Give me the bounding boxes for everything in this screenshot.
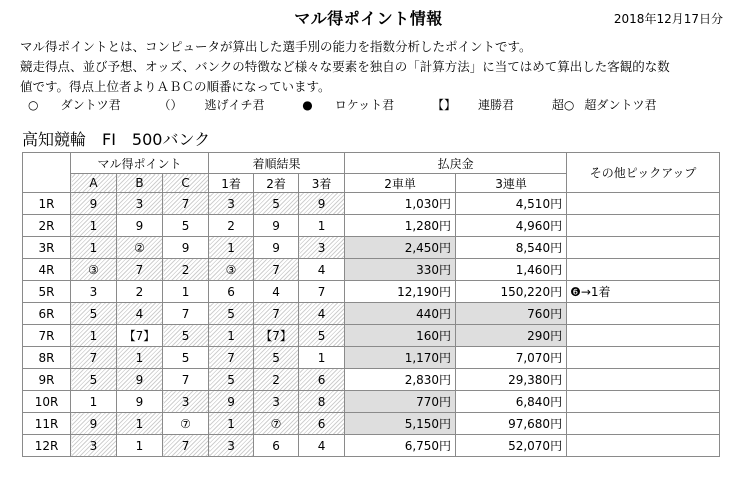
exacta-payout-cell: 5,150円	[345, 413, 456, 435]
result-second-cell: 2	[254, 369, 299, 391]
description-line: 値です。得点上位者よりＡＢＣの順番になっています。	[20, 79, 331, 94]
col-first-header: 1着	[209, 174, 254, 193]
point-c-cell: ⑦	[163, 413, 209, 435]
legend-label: ロケット君	[334, 98, 395, 112]
point-c-cell: 2	[163, 259, 209, 281]
legend-symbol: ○	[28, 98, 39, 112]
legend-item	[552, 96, 657, 113]
trifecta-payout-cell: 52,070円	[456, 435, 567, 457]
point-c-cell: 7	[163, 303, 209, 325]
point-a-cell: 1	[71, 391, 117, 413]
other-pickup-header: その他ピックアップ	[567, 153, 720, 193]
pickup-cell	[567, 259, 720, 281]
trifecta-payout-cell: 4,960円	[456, 215, 567, 237]
point-a-cell: 9	[71, 413, 117, 435]
table-row	[23, 435, 720, 457]
col-c-header: C	[163, 174, 209, 193]
legend-item	[158, 96, 264, 113]
col-second-header: 2着	[254, 174, 299, 193]
pickup-cell	[567, 215, 720, 237]
point-a-cell: 7	[71, 347, 117, 369]
point-b-cell: 【7】	[117, 325, 163, 347]
exacta-payout-cell: 12,190円	[345, 281, 456, 303]
legend-symbol: ●	[302, 98, 313, 112]
result-third-cell: 6	[299, 413, 345, 435]
race-cell: 5R	[23, 281, 71, 303]
exacta-payout-cell: 1,280円	[345, 215, 456, 237]
venue-heading: 高知競輪 FI 500バンク	[22, 130, 211, 149]
table-row	[23, 325, 720, 347]
race-cell: 9R	[23, 369, 71, 391]
legend-item	[302, 96, 394, 113]
result-first-cell: 5	[209, 369, 254, 391]
point-b-cell: 9	[117, 369, 163, 391]
race-cell: 12R	[23, 435, 71, 457]
table-row	[23, 281, 720, 303]
table-row	[23, 347, 720, 369]
page-title: マル得ポイント情報	[294, 9, 443, 28]
point-c-cell: 5	[163, 325, 209, 347]
trifecta-payout-cell: 97,680円	[456, 413, 567, 435]
results-table	[22, 152, 720, 457]
symbol-legend	[28, 96, 656, 113]
race-cell: 1R	[23, 193, 71, 215]
exacta-payout-cell: 440円	[345, 303, 456, 325]
result-third-cell: 4	[299, 259, 345, 281]
legend-symbol: 超○	[551, 98, 575, 112]
point-b-cell: 9	[117, 391, 163, 413]
point-a-cell: 1	[71, 215, 117, 237]
table-row	[23, 237, 720, 259]
point-a-cell: 1	[71, 237, 117, 259]
point-a-cell: 5	[71, 303, 117, 325]
result-third-cell: 5	[299, 325, 345, 347]
result-second-cell: 9	[254, 215, 299, 237]
point-c-cell: 1	[163, 281, 209, 303]
result-third-cell: 4	[299, 303, 345, 325]
pickup-cell	[567, 435, 720, 457]
col-a-header: A	[71, 174, 117, 193]
trifecta-payout-cell: 4,510円	[456, 193, 567, 215]
point-a-cell: ③	[71, 259, 117, 281]
legend-label: 連勝君	[478, 98, 515, 112]
table-row	[23, 215, 720, 237]
result-first-cell: ③	[209, 259, 254, 281]
pickup-cell	[567, 369, 720, 391]
point-b-cell: 2	[117, 281, 163, 303]
legend-label: 超ダントツ君	[584, 98, 657, 112]
result-second-cell: 7	[254, 303, 299, 325]
pickup-cell	[567, 325, 720, 347]
point-c-cell: 7	[163, 193, 209, 215]
trifecta-payout-cell: 150,220円	[456, 281, 567, 303]
point-b-cell: 9	[117, 215, 163, 237]
table-row	[23, 413, 720, 435]
result-third-cell: 1	[299, 347, 345, 369]
race-cell: 3R	[23, 237, 71, 259]
pickup-cell	[567, 303, 720, 325]
exacta-payout-cell: 1,030円	[345, 193, 456, 215]
point-a-cell: 1	[71, 325, 117, 347]
point-c-cell: 5	[163, 347, 209, 369]
point-b-cell: 3	[117, 193, 163, 215]
points-header: マル得ポイント	[71, 153, 209, 174]
result-second-cell: 9	[254, 237, 299, 259]
point-a-cell: 9	[71, 193, 117, 215]
result-second-cell: 【7】	[254, 325, 299, 347]
result-second-cell: 7	[254, 259, 299, 281]
point-c-cell: 9	[163, 237, 209, 259]
trifecta-payout-cell: 1,460円	[456, 259, 567, 281]
result-first-cell: 6	[209, 281, 254, 303]
point-b-cell: 4	[117, 303, 163, 325]
race-cell: 11R	[23, 413, 71, 435]
race-cell: 6R	[23, 303, 71, 325]
exacta-payout-cell: 1,170円	[345, 347, 456, 369]
point-b-cell: 1	[117, 347, 163, 369]
point-a-cell: 3	[71, 435, 117, 457]
trifecta-payout-cell: 29,380円	[456, 369, 567, 391]
legend-label: ダントツ君	[60, 98, 121, 112]
trifecta-payout-cell: 6,840円	[456, 391, 567, 413]
race-cell: 8R	[23, 347, 71, 369]
result-second-cell: 5	[254, 193, 299, 215]
result-first-cell: 3	[209, 435, 254, 457]
pickup-cell	[567, 347, 720, 369]
legend-label: 逃げイチ君	[204, 98, 265, 112]
point-c-cell: 3	[163, 391, 209, 413]
results-header: 着順結果	[209, 153, 345, 174]
table-row	[23, 303, 720, 325]
table-row	[23, 391, 720, 413]
pickup-cell	[567, 237, 720, 259]
exacta-payout-cell: 6,750円	[345, 435, 456, 457]
trifecta-payout-cell: 290円	[456, 325, 567, 347]
exacta-payout-cell: 770円	[345, 391, 456, 413]
result-third-cell: 9	[299, 193, 345, 215]
result-first-cell: 7	[209, 347, 254, 369]
result-first-cell: 9	[209, 391, 254, 413]
result-first-cell: 1	[209, 325, 254, 347]
point-c-cell: 7	[163, 435, 209, 457]
result-first-cell: 5	[209, 303, 254, 325]
race-cell: 2R	[23, 215, 71, 237]
result-second-cell: 6	[254, 435, 299, 457]
point-a-cell: 3	[71, 281, 117, 303]
col-trifecta-header: 3連単	[456, 174, 567, 193]
result-second-cell: 4	[254, 281, 299, 303]
exacta-payout-cell: 160円	[345, 325, 456, 347]
table-row	[23, 259, 720, 281]
table-row	[23, 369, 720, 391]
race-cell: 4R	[23, 259, 71, 281]
report-date: 2018年12月17日分	[613, 12, 723, 26]
exacta-payout-cell: 2,830円	[345, 369, 456, 391]
result-third-cell: 4	[299, 435, 345, 457]
pickup-cell	[567, 413, 720, 435]
result-second-cell: 5	[254, 347, 299, 369]
exacta-payout-cell: 2,450円	[345, 237, 456, 259]
col-exacta-header: 2車単	[345, 174, 456, 193]
race-cell: 10R	[23, 391, 71, 413]
table-row	[23, 193, 720, 215]
result-first-cell: 2	[209, 215, 254, 237]
result-third-cell: 3	[299, 237, 345, 259]
pickup-cell	[567, 391, 720, 413]
legend-symbol: 【】	[432, 98, 457, 112]
point-a-cell: 5	[71, 369, 117, 391]
point-b-cell: ②	[117, 237, 163, 259]
result-third-cell: 1	[299, 215, 345, 237]
description-line: マル得ポイントとは、コンピュータが算出した選手別の能力を指数分析したポイントです。	[20, 39, 532, 54]
exacta-payout-cell: 330円	[345, 259, 456, 281]
point-c-cell: 5	[163, 215, 209, 237]
result-first-cell: 1	[209, 237, 254, 259]
race-header	[23, 153, 71, 193]
result-second-cell: 3	[254, 391, 299, 413]
result-third-cell: 6	[299, 369, 345, 391]
trifecta-payout-cell: 760円	[456, 303, 567, 325]
point-b-cell: 1	[117, 413, 163, 435]
result-third-cell: 7	[299, 281, 345, 303]
description-line: 競走得点、並び予想、オッズ、バンクの特徴など様々な要素を独自の「計算方法」に当てはめて算出した客観的な数	[20, 59, 670, 74]
trifecta-payout-cell: 7,070円	[456, 347, 567, 369]
pickup-cell: ❻→1着	[567, 281, 720, 303]
race-cell: 7R	[23, 325, 71, 347]
description	[20, 37, 725, 97]
result-third-cell: 8	[299, 391, 345, 413]
legend-symbol: （）	[158, 98, 183, 112]
col-third-header: 3着	[299, 174, 345, 193]
point-b-cell: 1	[117, 435, 163, 457]
pickup-cell	[567, 193, 720, 215]
point-c-cell: 7	[163, 369, 209, 391]
trifecta-payout-cell: 8,540円	[456, 237, 567, 259]
legend-item	[28, 96, 121, 113]
payout-header: 払戻金	[345, 153, 567, 174]
legend-item	[432, 96, 514, 113]
point-b-cell: 7	[117, 259, 163, 281]
result-first-cell: 1	[209, 413, 254, 435]
result-first-cell: 3	[209, 193, 254, 215]
result-second-cell: ⑦	[254, 413, 299, 435]
col-b-header: B	[117, 174, 163, 193]
